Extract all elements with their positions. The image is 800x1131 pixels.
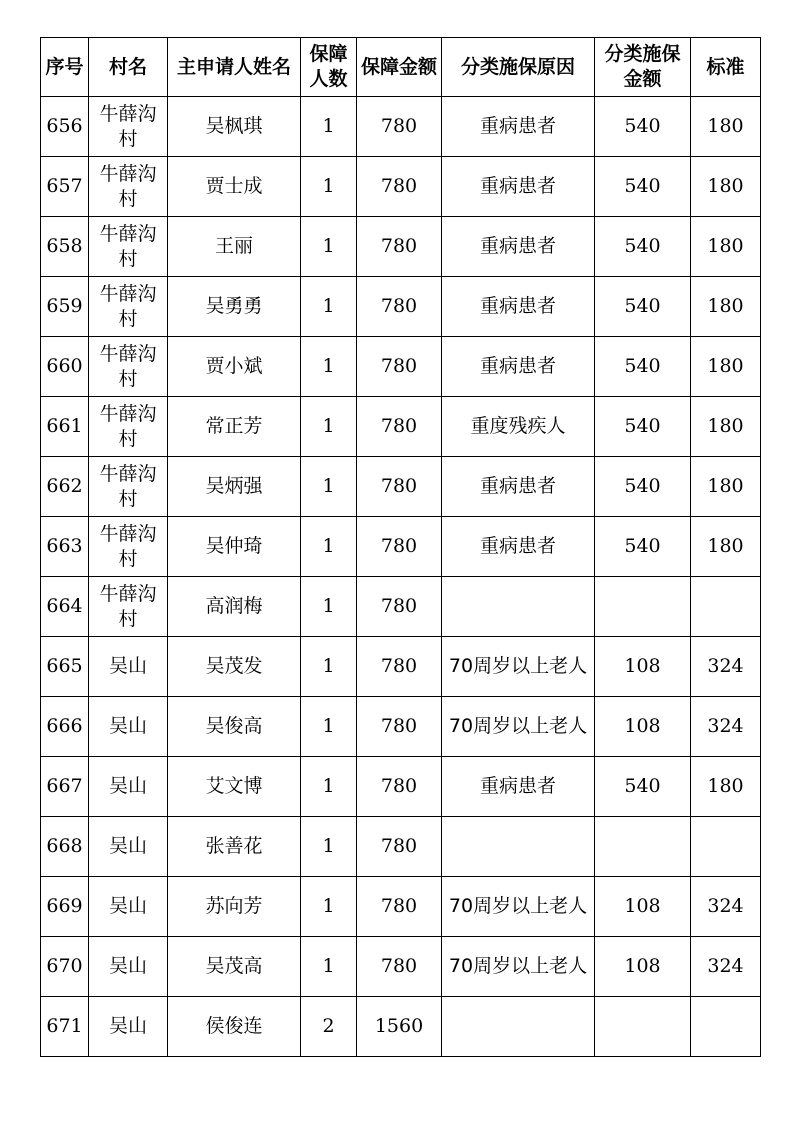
cell-persons: 1 xyxy=(301,577,357,637)
cell-reason: 重病患者 xyxy=(442,517,595,577)
header-persons: 保障人数 xyxy=(301,38,357,97)
table-body xyxy=(41,97,761,1057)
cell-standard: 180 xyxy=(691,757,761,817)
cell-seq: 669 xyxy=(41,877,89,937)
table-row xyxy=(41,817,761,877)
cell-seq: 659 xyxy=(41,277,89,337)
cell-amount: 780 xyxy=(357,277,442,337)
cell-class-amount: 108 xyxy=(595,697,691,757)
table-row xyxy=(41,757,761,817)
cell-amount: 780 xyxy=(357,457,442,517)
cell-persons: 1 xyxy=(301,517,357,577)
cell-persons: 1 xyxy=(301,397,357,457)
header-class-amount: 分类施保金额 xyxy=(595,38,691,97)
cell-persons: 1 xyxy=(301,697,357,757)
cell-village: 牛薛沟村 xyxy=(89,337,168,397)
cell-class-amount: 108 xyxy=(595,637,691,697)
table-row xyxy=(41,157,761,217)
cell-reason: 重病患者 xyxy=(442,457,595,517)
cell-persons: 1 xyxy=(301,817,357,877)
cell-village: 吴山 xyxy=(89,637,168,697)
cell-amount: 780 xyxy=(357,337,442,397)
cell-amount: 780 xyxy=(357,217,442,277)
cell-standard: 180 xyxy=(691,157,761,217)
cell-seq: 664 xyxy=(41,577,89,637)
header-seq: 序号 xyxy=(41,38,89,97)
cell-reason xyxy=(442,997,595,1057)
cell-class-amount: 540 xyxy=(595,757,691,817)
cell-class-amount: 540 xyxy=(595,157,691,217)
cell-class-amount: 540 xyxy=(595,337,691,397)
cell-standard: 180 xyxy=(691,457,761,517)
cell-standard: 180 xyxy=(691,517,761,577)
cell-seq: 662 xyxy=(41,457,89,517)
cell-reason: 70周岁以上老人 xyxy=(442,697,595,757)
cell-applicant-name: 贾小斌 xyxy=(168,337,301,397)
cell-village: 牛薛沟村 xyxy=(89,277,168,337)
assistance-roster-table xyxy=(40,37,761,1057)
cell-village: 吴山 xyxy=(89,817,168,877)
table-row xyxy=(41,637,761,697)
cell-amount: 780 xyxy=(357,637,442,697)
cell-amount: 1560 xyxy=(357,997,442,1057)
table-row xyxy=(41,997,761,1057)
cell-reason xyxy=(442,817,595,877)
cell-seq: 671 xyxy=(41,997,89,1057)
header-applicant: 主申请人姓名 xyxy=(168,38,301,97)
cell-standard: 324 xyxy=(691,877,761,937)
cell-seq: 660 xyxy=(41,337,89,397)
table-row xyxy=(41,337,761,397)
cell-standard: 180 xyxy=(691,397,761,457)
table-row xyxy=(41,877,761,937)
cell-village: 吴山 xyxy=(89,757,168,817)
cell-class-amount: 540 xyxy=(595,457,691,517)
cell-reason: 70周岁以上老人 xyxy=(442,637,595,697)
cell-applicant-name: 吴仲琦 xyxy=(168,517,301,577)
cell-amount: 780 xyxy=(357,97,442,157)
cell-applicant-name: 高润梅 xyxy=(168,577,301,637)
cell-seq: 665 xyxy=(41,637,89,697)
cell-reason: 重度残疾人 xyxy=(442,397,595,457)
cell-applicant-name: 吴茂发 xyxy=(168,637,301,697)
cell-reason: 重病患者 xyxy=(442,337,595,397)
cell-class-amount: 540 xyxy=(595,97,691,157)
cell-village: 吴山 xyxy=(89,997,168,1057)
cell-standard: 324 xyxy=(691,637,761,697)
cell-seq: 668 xyxy=(41,817,89,877)
cell-class-amount xyxy=(595,577,691,637)
cell-seq: 666 xyxy=(41,697,89,757)
cell-applicant-name: 苏向芳 xyxy=(168,877,301,937)
header-standard: 标准 xyxy=(691,38,761,97)
cell-applicant-name: 常正芳 xyxy=(168,397,301,457)
cell-reason: 重病患者 xyxy=(442,97,595,157)
cell-applicant-name: 吴茂高 xyxy=(168,937,301,997)
cell-reason: 重病患者 xyxy=(442,217,595,277)
cell-amount: 780 xyxy=(357,877,442,937)
header-reason: 分类施保原因 xyxy=(442,38,595,97)
cell-applicant-name: 侯俊连 xyxy=(168,997,301,1057)
cell-reason xyxy=(442,577,595,637)
cell-class-amount xyxy=(595,817,691,877)
table-row xyxy=(41,217,761,277)
cell-reason: 重病患者 xyxy=(442,757,595,817)
cell-standard: 180 xyxy=(691,277,761,337)
cell-persons: 1 xyxy=(301,217,357,277)
cell-standard: 324 xyxy=(691,697,761,757)
cell-standard: 180 xyxy=(691,97,761,157)
cell-amount: 780 xyxy=(357,517,442,577)
header-village: 村名 xyxy=(89,38,168,97)
cell-village: 牛薛沟村 xyxy=(89,97,168,157)
cell-reason: 70周岁以上老人 xyxy=(442,877,595,937)
cell-village: 牛薛沟村 xyxy=(89,157,168,217)
cell-standard xyxy=(691,817,761,877)
cell-applicant-name: 吴勇勇 xyxy=(168,277,301,337)
table-row xyxy=(41,577,761,637)
cell-persons: 1 xyxy=(301,157,357,217)
cell-persons: 1 xyxy=(301,637,357,697)
table-row xyxy=(41,457,761,517)
cell-applicant-name: 吴俊高 xyxy=(168,697,301,757)
cell-applicant-name: 吴炳强 xyxy=(168,457,301,517)
cell-standard xyxy=(691,577,761,637)
cell-class-amount: 540 xyxy=(595,217,691,277)
cell-seq: 663 xyxy=(41,517,89,577)
cell-amount: 780 xyxy=(357,937,442,997)
cell-persons: 1 xyxy=(301,337,357,397)
table-row xyxy=(41,517,761,577)
cell-seq: 657 xyxy=(41,157,89,217)
table-row xyxy=(41,937,761,997)
cell-standard: 180 xyxy=(691,217,761,277)
cell-reason: 70周岁以上老人 xyxy=(442,937,595,997)
cell-class-amount xyxy=(595,997,691,1057)
cell-persons: 1 xyxy=(301,937,357,997)
cell-class-amount: 540 xyxy=(595,277,691,337)
cell-village: 牛薛沟村 xyxy=(89,517,168,577)
table-row xyxy=(41,97,761,157)
cell-class-amount: 540 xyxy=(595,517,691,577)
cell-standard: 180 xyxy=(691,337,761,397)
cell-amount: 780 xyxy=(357,817,442,877)
cell-class-amount: 540 xyxy=(595,397,691,457)
cell-village: 牛薛沟村 xyxy=(89,397,168,457)
cell-amount: 780 xyxy=(357,757,442,817)
table-row xyxy=(41,697,761,757)
cell-amount: 780 xyxy=(357,157,442,217)
cell-amount: 780 xyxy=(357,577,442,637)
cell-persons: 2 xyxy=(301,997,357,1057)
cell-persons: 1 xyxy=(301,97,357,157)
cell-village: 吴山 xyxy=(89,877,168,937)
cell-village: 吴山 xyxy=(89,937,168,997)
table-row xyxy=(41,277,761,337)
cell-seq: 667 xyxy=(41,757,89,817)
cell-amount: 780 xyxy=(357,697,442,757)
cell-village: 牛薛沟村 xyxy=(89,217,168,277)
cell-amount: 780 xyxy=(357,397,442,457)
cell-reason: 重病患者 xyxy=(442,277,595,337)
cell-applicant-name: 贾士成 xyxy=(168,157,301,217)
cell-village: 牛薛沟村 xyxy=(89,577,168,637)
table-row xyxy=(41,397,761,457)
cell-class-amount: 108 xyxy=(595,937,691,997)
cell-standard xyxy=(691,997,761,1057)
cell-persons: 1 xyxy=(301,757,357,817)
cell-village: 牛薛沟村 xyxy=(89,457,168,517)
header-row xyxy=(41,38,761,97)
cell-applicant-name: 张善花 xyxy=(168,817,301,877)
cell-persons: 1 xyxy=(301,277,357,337)
cell-reason: 重病患者 xyxy=(442,157,595,217)
cell-seq: 661 xyxy=(41,397,89,457)
cell-persons: 1 xyxy=(301,877,357,937)
cell-seq: 670 xyxy=(41,937,89,997)
cell-seq: 658 xyxy=(41,217,89,277)
cell-applicant-name: 王丽 xyxy=(168,217,301,277)
cell-persons: 1 xyxy=(301,457,357,517)
cell-applicant-name: 吴枫琪 xyxy=(168,97,301,157)
cell-class-amount: 108 xyxy=(595,877,691,937)
header-amount: 保障金额 xyxy=(357,38,442,97)
cell-standard: 324 xyxy=(691,937,761,997)
cell-applicant-name: 艾文博 xyxy=(168,757,301,817)
cell-seq: 656 xyxy=(41,97,89,157)
cell-village: 吴山 xyxy=(89,697,168,757)
